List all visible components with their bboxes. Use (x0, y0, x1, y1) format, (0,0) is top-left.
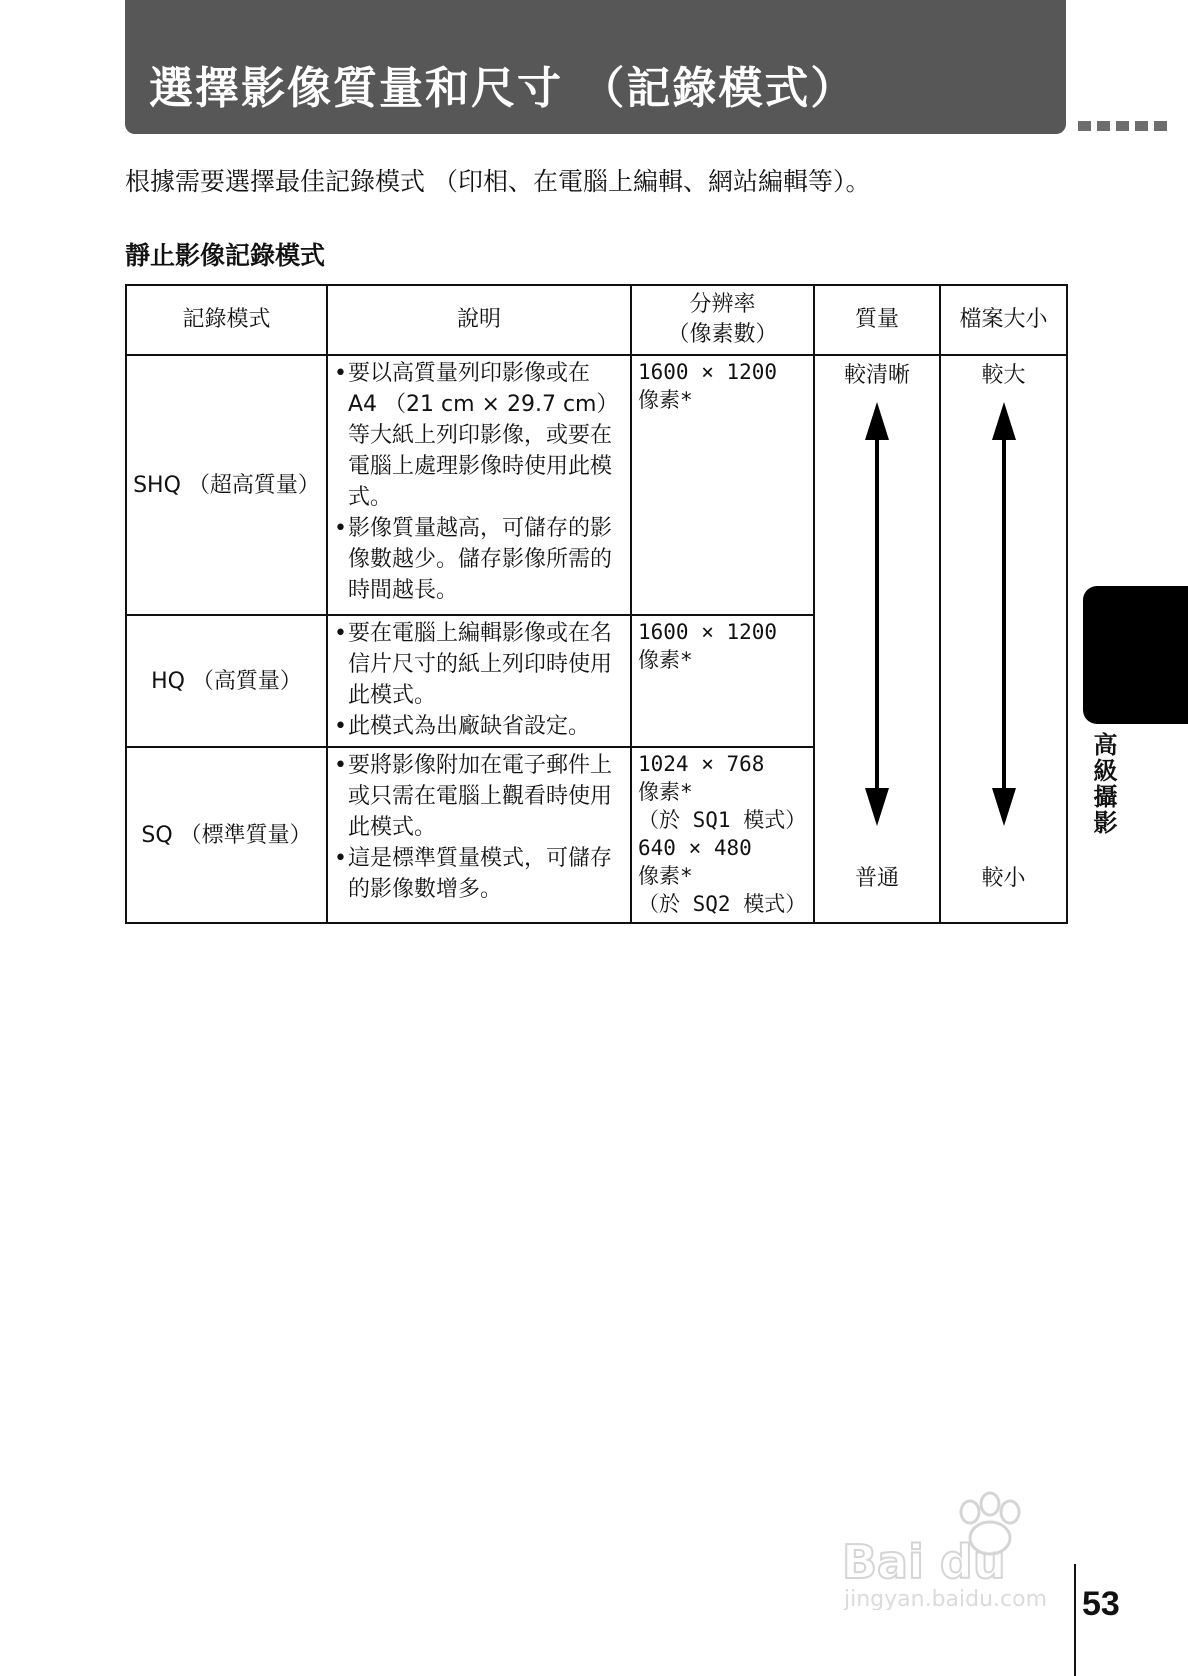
double-arrow-icon (989, 402, 1019, 826)
double-arrow-icon (862, 402, 892, 826)
resolution-line: 像素* (638, 864, 693, 888)
svg-text:Bai du: Bai du (842, 1535, 1006, 1589)
description-cell (327, 615, 631, 747)
resolution-cell (631, 747, 814, 923)
page-number: 53 (1082, 1585, 1120, 1623)
description-cell (327, 355, 631, 615)
filesize-scale-bottom: 較小 (981, 866, 1026, 891)
page-number-rule (1074, 1564, 1076, 1676)
filesize-scale-cell (940, 355, 1067, 923)
description-bullet: • 要以高質量列印影像或在 A4 （21 cm × 29.7 cm）等大紙上列印影像，或要在電腦上處理影像時使用此模式。 (334, 358, 626, 513)
header-resolution-line1: 分辨率 (689, 292, 756, 317)
description-bullet: • 影像質量越高，可儲存的影像數越少。儲存影像所需的時間越長。 (334, 513, 626, 606)
header-quality: 質量 (814, 285, 940, 355)
resolution-line: 像素* (638, 780, 693, 804)
description-cell (327, 747, 631, 923)
resolution-line: 1024 × 768 (638, 752, 765, 776)
baidu-watermark-logo (842, 1490, 1112, 1610)
chapter-tab (1083, 586, 1188, 724)
table-header-row (126, 285, 1067, 355)
mode-cell: HQ （高質量） (126, 615, 327, 747)
recording-mode-table (125, 284, 1068, 924)
mode-cell: SHQ （超高質量） (126, 355, 327, 615)
page-title: 選擇影像質量和尺寸 （記錄模式） (149, 63, 857, 114)
filesize-scale-top: 較大 (981, 363, 1026, 388)
resolution-line: （於 SQ1 模式） (638, 808, 807, 832)
description-bullet: • 此模式為出廠缺省設定。 (334, 711, 626, 742)
description-bullet: • 要將影像附加在電子郵件上或只需在電腦上觀看時使用此模式。 (334, 750, 626, 843)
section-heading: 靜止影像記錄模式 (125, 241, 326, 270)
title-bar (125, 0, 1066, 134)
mode-cell: SQ （標準質量） (126, 747, 327, 923)
quality-scale-bottom: 普通 (854, 866, 899, 891)
header-resolution (631, 285, 814, 355)
resolution-line: 1600 × 1200 (638, 620, 778, 644)
intro-text: 根據需要選擇最佳記錄模式 （印相、在電腦上編輯、網站編輯等）。 (125, 167, 871, 196)
header-filesize: 檔案大小 (940, 285, 1067, 355)
watermark-url: jingyan.baidu.com (844, 1587, 1048, 1610)
quality-scale-top: 較清晰 (843, 363, 910, 388)
resolution-line: 像素* (638, 648, 693, 672)
resolution-line: （於 SQ2 模式） (638, 892, 807, 916)
resolution-cell (631, 355, 814, 615)
table-row-shq (126, 355, 1067, 615)
description-bullet: • 要在電腦上編輯影像或在名信片尺寸的紙上列印時使用此模式。 (334, 618, 626, 711)
resolution-line: 像素* (638, 388, 693, 412)
description-bullet: • 這是標準質量模式，可儲存的影像數增多。 (334, 843, 626, 905)
quality-scale-cell (814, 355, 940, 923)
header-resolution-line2: （像素數） (667, 322, 778, 347)
resolution-cell (631, 615, 814, 747)
decorative-squares (1078, 121, 1167, 131)
header-description: 說明 (327, 285, 631, 355)
header-mode: 記錄模式 (126, 285, 327, 355)
resolution-line: 640 × 480 (638, 836, 752, 860)
resolution-line: 1600 × 1200 (638, 360, 778, 384)
chapter-label: 高級攝影 (1089, 732, 1117, 836)
